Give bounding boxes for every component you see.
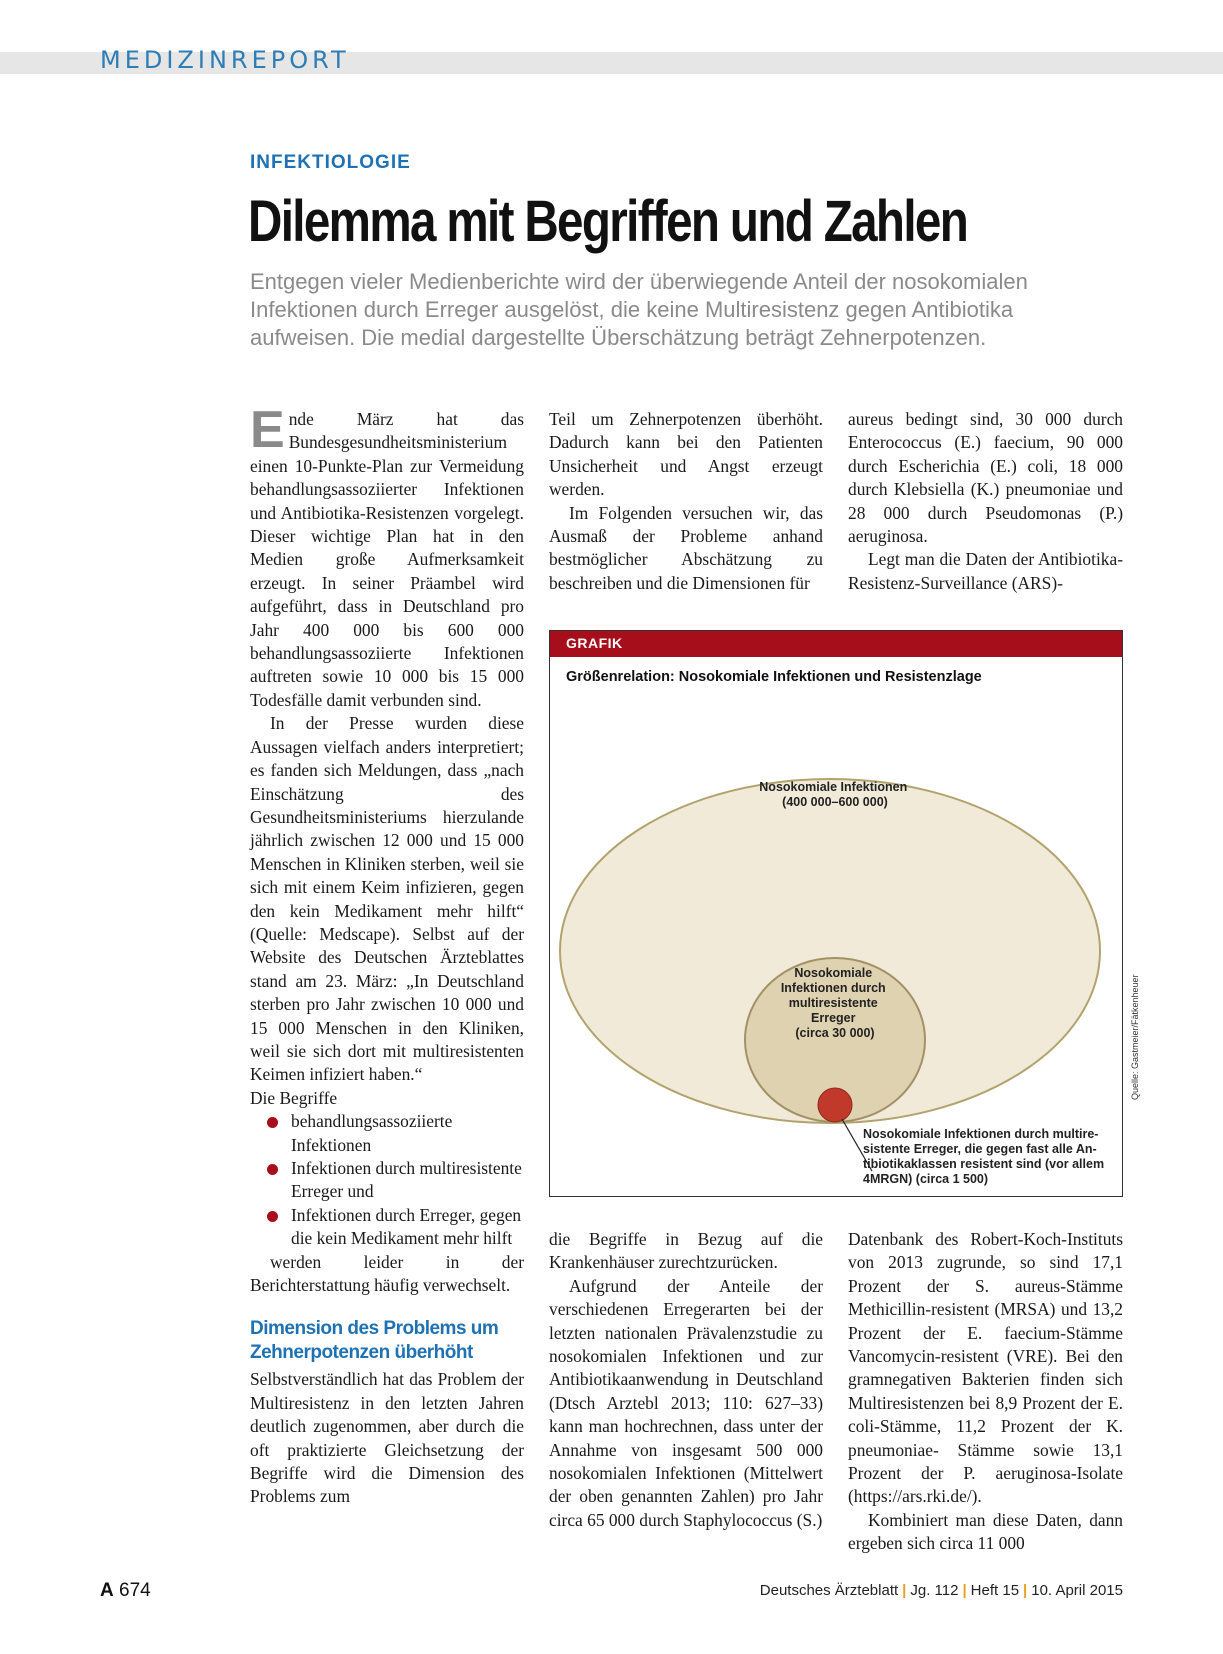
middle-label: Nosokomiale Infektionen durch multiresistente Erreger (circa 30 000) <box>780 966 886 1040</box>
figure-credit: Quelle: Gastmeier/Fätkenheuer <box>1130 974 1140 1100</box>
section-label: MEDIZINREPORT <box>100 46 350 74</box>
bullet-dot-icon <box>267 1117 278 1128</box>
paragraph: Kombiniert man diese Daten, dann ergeben sich circa 11 000 <box>848 1509 1123 1554</box>
inner-circle <box>818 1088 852 1122</box>
page-number-value: 674 <box>119 1580 151 1601</box>
volume: Jg. 112 <box>910 1582 959 1599</box>
journal-name: Deutsches Ärzteblatt <box>759 1582 899 1599</box>
inner-label: Nosokomiale Infektionen durch multire- sistente Erreger, die gegen fast alle An- tibiotikaklassen resistent sind (vor allem 4MRGN) (circa 1 500) <box>863 1127 1105 1186</box>
list-item: Infektionen durch multiresistente Erreger und <box>250 1157 524 1204</box>
paragraph: Legt man die Daten der Antibiotika-Resistenz-Surveillance (ARS)- <box>848 549 1123 593</box>
separator: | <box>1023 1582 1028 1599</box>
separator: | <box>902 1582 907 1599</box>
figure-box <box>549 630 1123 1197</box>
paragraph: nde März hat das Bundesgesundheitsministerium einen 10-Punkte-Plan zur Vermeidung behandlungsassoziierter Infektionen und Antibiotika-Resistenzen vorgelegt. Dieser wichtige Plan hat in den Medien große Aufmerksamkeit erzeugt. In seiner Präambel wird aufgeführt, dass in Deutschland pro Jahr 400 000 bis 600 000 behandlungsassoziierte Infektionen auftreten sowie 10 000 bis 15 000 Todesfälle damit verbunden sind. <box>250 409 524 710</box>
outer-label: Nosokomiale Infektionen (400 000–600 000) <box>759 780 908 809</box>
footer-meta <box>740 1582 1123 1599</box>
issue: Heft 15 <box>970 1582 1020 1599</box>
paragraph: Selbstverständlich hat das Problem der Multiresistenz in den letzten Jahren deutlich zugenommen, aber durch die oft praktizierte Gleichsetzung der Begriffe wird die Dimension des Problems zum <box>250 1369 524 1507</box>
page-prefix: A <box>100 1580 114 1601</box>
column-2-top <box>549 408 823 595</box>
figure-diagram <box>550 631 1122 1196</box>
column-1 <box>250 401 524 1509</box>
figure-title: Größenrelation: Nosokomiale Infektionen und Resistenzlage <box>566 669 982 685</box>
paragraph: Die Begriffe <box>250 1087 338 1108</box>
figure-tag: GRAFIK <box>566 635 623 651</box>
paragraph: Teil um Zehnerpotenzen überhöht. Dadurch kann bei den Patienten Unsicherheit und Angst erzeugt werden. <box>549 409 823 500</box>
paragraph: werden leider in der Berichterstattung häufig verwechselt. <box>250 1251 524 1296</box>
paragraph: Aufgrund der Anteile der verschiedenen Erregerarten bei der letzten nationalen Prävalenzstudie zu nosokomialen Infektionen und zur Antibiotikaanwendung in Deutschland (Dtsch Arztebl 2013; 110: 627–33) kann man hochrechnen, dass unter der Annahme von insgesamt 500 000 nosokomialen Infektionen (Mittelwert der oben genannten Zahlen) pro Jahr circa 65 000 durch Staphylococcus (S.) <box>549 1275 823 1530</box>
lead-paragraph: Entgegen vieler Medienberichte wird der überwiegende Anteil der nosokomialen Infektionen durch Erreger ausgelöst, die keine Multiresistenz gegen Antibiotika aufweisen. Die medial dargestellte Überschätzung beträgt Zehnerpotenzen. <box>250 269 1028 350</box>
paragraph: Im Folgenden versuchen wir, das Ausmaß der Probleme anhand bestmöglicher Abschätzung zu beschreiben und die Dimensionen für <box>549 502 823 593</box>
bullet-list <box>250 1110 524 1250</box>
column-2-bottom <box>549 1228 823 1532</box>
bullet-dot-icon <box>267 1164 278 1175</box>
date: 10. April 2015 <box>1031 1582 1123 1599</box>
paragraph: die Begriffe in Bezug auf die Krankenhäuser zurechtzurücken. <box>549 1229 823 1273</box>
paragraph: In der Presse wurden diese Aussagen vielfach anders interpretiert; es fanden sich Meldungen, dass „nach Einschätzung des Gesundheitsministeriums hierzulande jährlich zwischen 12 000 und 15 000 Menschen in Kliniken sterben, weil sie sich mit einem Keim infizieren, gegen den kein Medikament mehr hilft“ (Quelle: Medscape). Selbst auf der Website des Deutschen Ärzteblattes stand am 23. März: „In Deutschland sterben pro Jahr zwischen 10 000 und 15 000 Menschen in den Kliniken, weil sie sich dort mit multiresistenten Keimen infiziert haben.“ <box>250 713 524 1085</box>
bullet-dot-icon <box>267 1211 278 1222</box>
list-item: behandlungsassoziierte Infektionen <box>250 1110 524 1157</box>
kicker: INFEKTIOLOGIE <box>250 152 411 173</box>
paragraph: aureus bedingt sind, 30 000 durch Enterococcus (E.) faecium, 90 000 durch Escherichia (E.) coli, 18 000 durch Klebsiella (K.) pneumoniae und 28 000 durch Pseudomonas (P.) aeruginosa. <box>848 409 1123 547</box>
headline: Dilemma mit Begriffen und Zahlen <box>248 189 968 254</box>
column-3-top <box>848 408 1123 595</box>
list-item: Infektionen durch Erreger, gegen die kein Medikament mehr hilft <box>250 1204 524 1251</box>
paragraph: Datenbank des Robert-Koch-Instituts von 2013 zugrunde, so sind 17,1 Prozent der S. aureus-Stämme Methicillin-resistent (MRSA) und 13,2 Prozent der E. faecium-Stämme Vancomycin-resistent (VRE). Bei den gramnegativen Bakterien finden sich Multiresistenzen bei 8,9 Prozent der E. coli-Stämme, 11,2 Prozent der K. pneumoniae- Stämme sowie 13,1 Prozent der P. aeruginosa-Isolate (https://ars.rki.de/). <box>848 1229 1123 1507</box>
page-number <box>100 1580 151 1602</box>
column-3-bottom <box>848 1228 1123 1556</box>
separator: | <box>962 1582 967 1599</box>
dropcap: E <box>250 401 285 459</box>
subheading: Dimension des Problems um Zehnerpotenzen überhöht <box>250 1318 499 1364</box>
